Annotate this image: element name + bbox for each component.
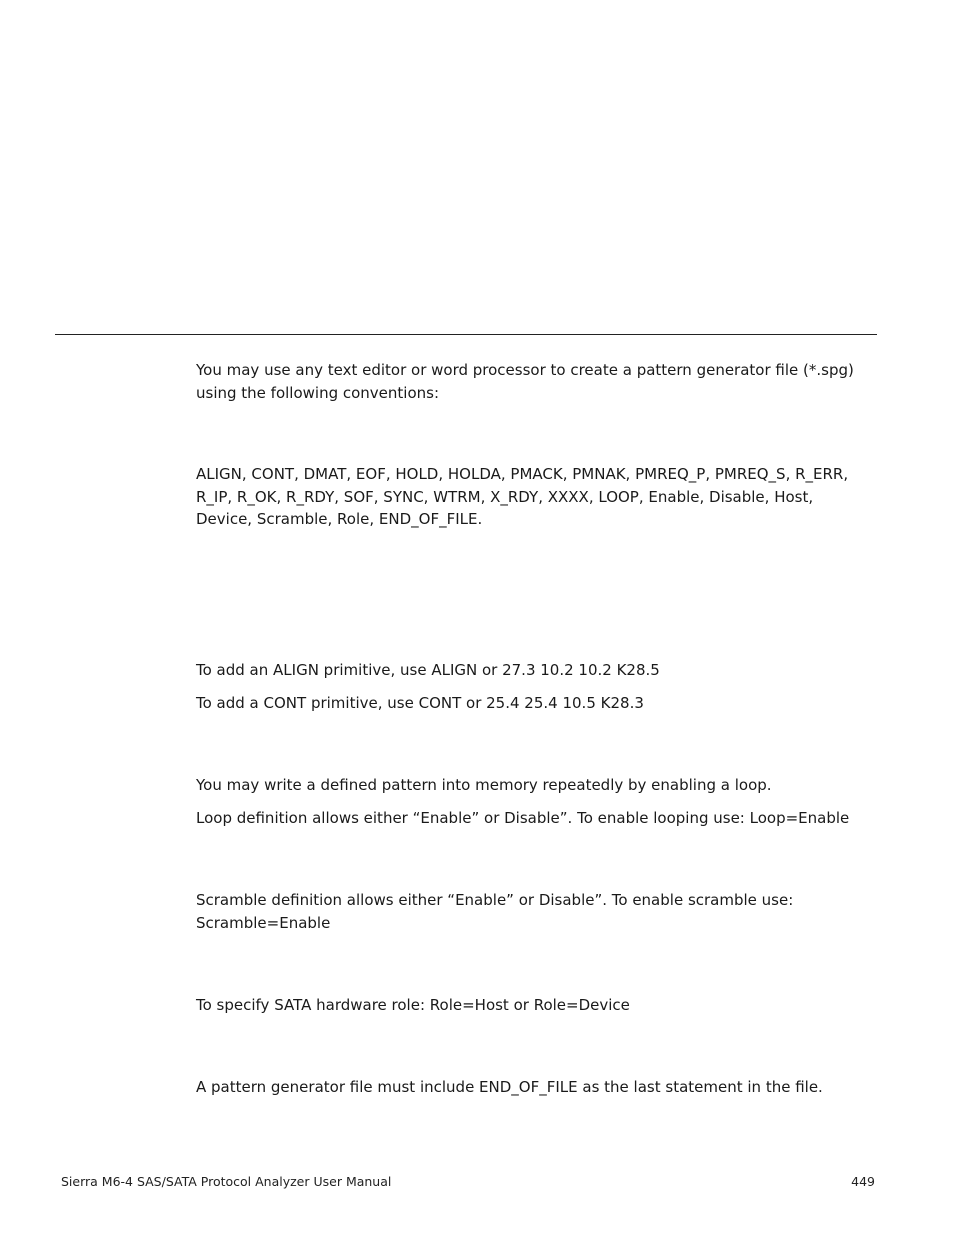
loop-definition-paragraph: Loop definition allows either “Enable” or Disable”. To enable looping use: Loop=Enable (196, 809, 850, 827)
keywords-paragraph: ALIGN, CONT, DMAT, EOF, HOLD, HOLDA, PMACK, PMNAK, PMREQ_P, PMREQ_S, R_ERR, R_IP, R_OK, R_RDY, SOF, SYNC, WTRM, X_RDY, XXXX, LOOP, Enable, Disable, Host, Device, Scramble, Role, END_OF_FILE. (196, 465, 849, 528)
cont-example-paragraph: To add a CONT primitive, use CONT or 25.4 25.4 10.5 K28.3 (196, 694, 644, 712)
intro-paragraph: You may use any text editor or word processor to create a pattern generator file (*.spg) using the following conventions: (196, 361, 854, 402)
loop-intro-paragraph: You may write a defined pattern into memory repeatedly by enabling a loop. (196, 776, 772, 794)
footer-manual-title: Sierra M6-4 SAS/SATA Protocol Analyzer User Manual (61, 1174, 392, 1189)
eof-definition-paragraph: A pattern generator file must include END_OF_FILE as the last statement in the file. (196, 1078, 823, 1096)
role-definition-paragraph: To specify SATA hardware role: Role=Host or Role=Device (196, 996, 630, 1014)
scramble-definition-paragraph: Scramble definition allows either “Enable” or Disable”. To enable scramble use: Scramble=Enable (196, 891, 794, 932)
footer-page-number: 449 (851, 1174, 875, 1189)
section-divider (55, 334, 877, 335)
align-example-paragraph: To add an ALIGN primitive, use ALIGN or 27.3 10.2 10.2 K28.5 (196, 661, 660, 679)
